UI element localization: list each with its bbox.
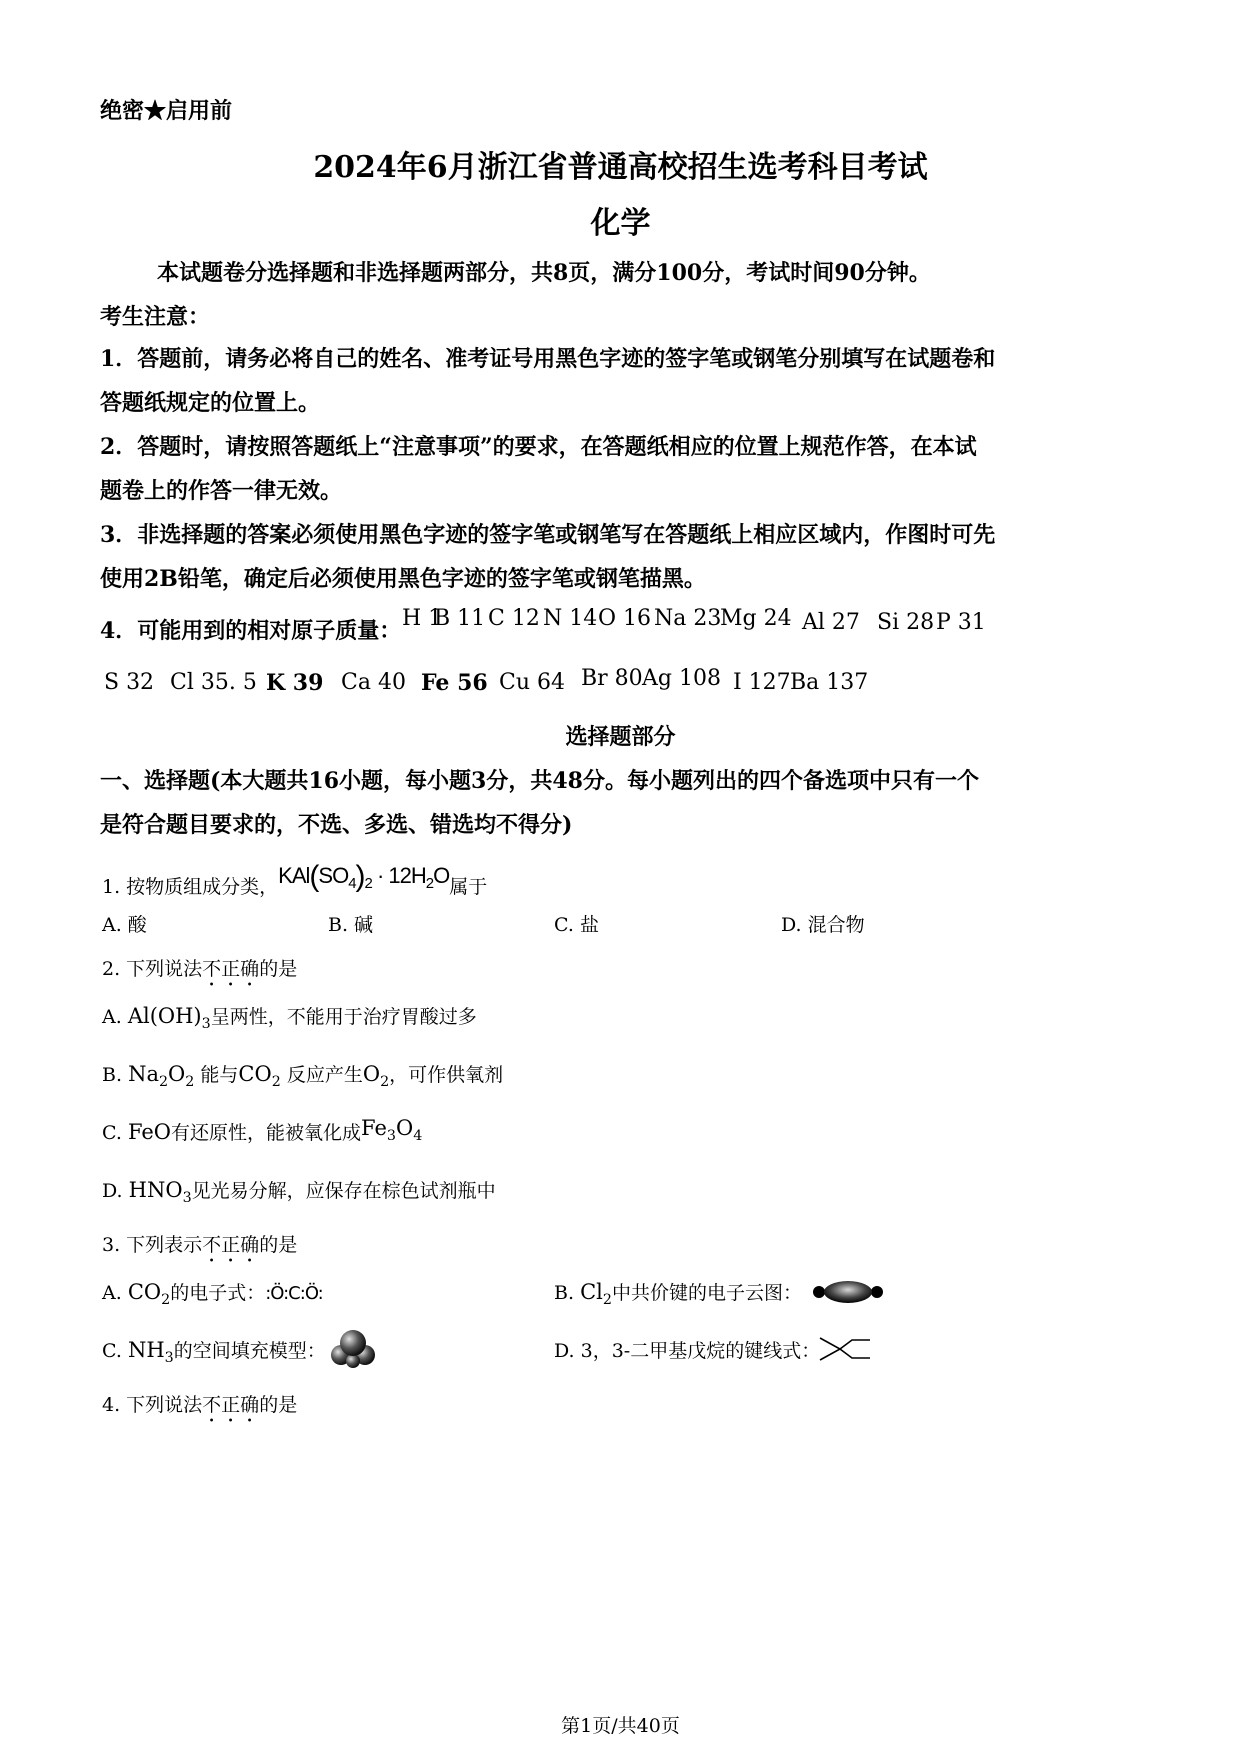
q1-formula: $KAl(SO_4)_2 \cdot 12H_2O$ (278, 860, 450, 893)
q3-option-b (554, 1278, 802, 1308)
mass-ca: Ca 40 (341, 670, 406, 695)
q2-a-label: A. (102, 1006, 122, 1028)
mass-ag: Ag 108 (642, 666, 721, 691)
q2-b-text-2: 反应产生 (286, 1064, 363, 1086)
q2-option-b (102, 1060, 503, 1090)
q2-b-formula-2: $CO_2$ (238, 1062, 281, 1090)
q3-b-formula: $Cl_2$ (580, 1280, 612, 1308)
q1-stem (102, 860, 488, 904)
mass-al: Al 27 (802, 610, 860, 635)
mass-mg: Mg 24 (720, 606, 792, 631)
q2-option-c (102, 1118, 422, 1148)
mass-cl: Cl 35. 5 (170, 670, 257, 695)
mass-i: I 127 (733, 670, 791, 695)
skeletal-formula-icon (818, 1336, 872, 1362)
q3-a-label: A. (102, 1282, 122, 1304)
mass-c: C 12 (488, 606, 540, 631)
notice-2-line2: 题卷上的作答一律无效。 (100, 478, 343, 504)
electron-cloud-icon (812, 1278, 884, 1306)
q3-a-text: 的电子式： (170, 1282, 266, 1304)
section-title: 选择题部分 (565, 724, 676, 750)
q2-c-formula-2: $Fe_3O_4$ (361, 1116, 423, 1144)
q3-option-d: D. 3，3-二甲基戊烷的键线式： (554, 1340, 821, 1362)
q2-stem-post: 的是 (259, 958, 298, 980)
q2-b-text-3: ，可作供氧剂 (389, 1064, 504, 1086)
mass-n: N 14 (543, 606, 598, 631)
q2-stem (102, 954, 297, 991)
notice-1-line2: 答题纸规定的位置上。 (100, 390, 321, 416)
notice-2-line1: 2．答题时，请按照答题纸上“注意事项”的要求，在答题纸相应的位置上规范作答，在本试 (100, 434, 977, 460)
notice-heading: 考生注意： (100, 304, 211, 330)
q2-option-d (102, 1176, 496, 1206)
q4-stem-pre: 4. 下列说法 (102, 1394, 203, 1416)
q2-stem-pre: 2. 下列说法 (102, 958, 203, 980)
mass-fe: Fe 56 (421, 670, 488, 696)
page-footer: 第1页/共40页 (561, 1715, 680, 1737)
q2-b-label: B. (102, 1064, 123, 1086)
q2-c-label: C. (102, 1122, 122, 1144)
notice-3-line2: 使用2B铅笔，确定后必须使用黑色字迹的签字笔或钢笔描黑。 (100, 566, 706, 592)
space-filling-model-icon (330, 1328, 376, 1368)
secret-label: 绝密★启用前 (100, 98, 233, 124)
q4-stem-post: 的是 (259, 1394, 298, 1416)
q2-b-formula-1: $Na_2O_2$ (128, 1062, 195, 1090)
q2-c-formula-1: FeO (127, 1120, 172, 1144)
mass-na: Na 23 (654, 606, 722, 631)
q4-stem-emphasis: 不正确 (202, 1394, 260, 1416)
q2-b-formula-3: $O_2$ (362, 1062, 390, 1090)
q2-option-a (102, 1002, 477, 1032)
exam-title: 2024年6月浙江省普通高校招生选考科目考试 (313, 150, 928, 185)
q2-a-formula: $Al(OH)_3$ (127, 1004, 211, 1032)
q3-a-formula: $CO_2$ (127, 1280, 171, 1308)
subject-title: 化学 (590, 206, 651, 241)
q3-stem (102, 1230, 297, 1267)
mass-b: B 11 (434, 606, 486, 631)
q3-c-label: C. (102, 1340, 122, 1362)
q3-c-text: 的空间填充模型： (173, 1340, 326, 1362)
mass-p: P 31 (936, 610, 986, 635)
mass-h: H 1 (402, 606, 443, 631)
q3-option-c (102, 1336, 326, 1366)
intro-text: 本试题卷分选择题和非选择题两部分，共8页，满分100分，考试时间90分钟。 (157, 260, 931, 286)
section-desc-line2: 是符合题目要求的，不选、多选、错选均不得分) (100, 812, 573, 838)
notice-4-label: 4．可能用到的相对原子质量： (100, 618, 402, 644)
q2-b-text-1: 能与 (200, 1064, 239, 1086)
mass-cu: Cu 64 (499, 670, 565, 695)
q3-stem-post: 的是 (259, 1234, 298, 1256)
q3-stem-pre: 3. 下列表示 (102, 1234, 203, 1256)
mass-o: O 16 (598, 606, 652, 631)
q1-stem-prefix: 1. 按物质组成分类， (102, 876, 279, 898)
q2-d-formula: $HNO_3$ (128, 1178, 192, 1206)
q3-stem-emphasis: 不正确 (202, 1234, 260, 1256)
mass-ba: Ba 137 (790, 670, 869, 695)
notice-3-line1: 3．非选择题的答案必须使用黑色字迹的签字笔或钢笔写在答题纸上相应区域内，作图时可先 (100, 522, 996, 548)
q3-a-lewis-structure: :Ö:C:Ö: (265, 1283, 323, 1304)
q2-c-text: 有还原性，能被氧化成 (171, 1122, 362, 1144)
notice-1-line1: 1．答题前，请务必将自己的姓名、准考证号用黑色字迹的签字笔或钢笔分别填写在试题卷和 (100, 346, 996, 372)
mass-k: K 39 (266, 670, 324, 696)
q1-option-b: B. 碱 (328, 914, 374, 936)
q1-stem-suffix: 属于 (449, 876, 488, 898)
q3-b-label: B. (554, 1282, 575, 1304)
q2-d-text: 见光易分解，应保存在棕色试剂瓶中 (191, 1180, 496, 1202)
section-desc-line1: 一、选择题(本大题共16小题，每小题3分，共48分。每小题列出的四个备选项中只有一个 (100, 768, 979, 794)
q2-d-label: D. (102, 1180, 123, 1202)
q1-option-a: A. 酸 (102, 914, 147, 936)
mass-s: S 32 (104, 670, 155, 695)
mass-si: Si 28 (877, 610, 935, 635)
q3-b-text: 中共价键的电子云图： (611, 1282, 802, 1304)
q2-a-text: 呈两性，不能用于治疗胃酸过多 (210, 1006, 477, 1028)
q1-option-c: C. 盐 (554, 914, 599, 936)
q2-stem-emphasis: 不正确 (202, 958, 260, 980)
q3-option-a (102, 1278, 323, 1308)
q1-option-d: D. 混合物 (781, 914, 865, 936)
q4-stem (102, 1390, 297, 1427)
mass-br: Br 80 (581, 666, 643, 691)
q3-c-formula: $NH_3$ (127, 1338, 174, 1366)
